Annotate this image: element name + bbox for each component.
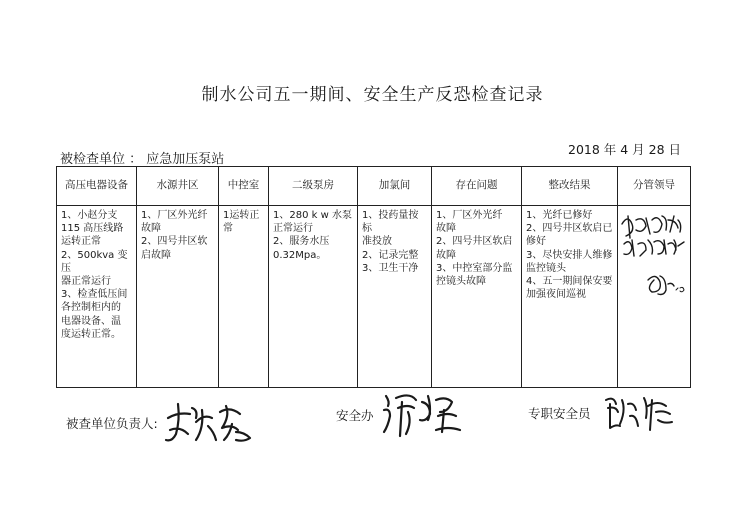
cell-line: 115 高压线路 — [61, 223, 124, 235]
cell-line: 故障 — [141, 223, 161, 235]
cell-line: 故障 — [436, 223, 456, 235]
cell-rectification — [522, 206, 618, 388]
cell-line: 准投放 — [362, 236, 392, 248]
cell-line: 3、尽快安排人维修 — [526, 249, 613, 261]
cell-line: 3、中控室部分监 — [436, 262, 513, 274]
document-title: 制水公司五一期间、安全生产反恐检查记录 — [201, 85, 544, 105]
inspection-table — [56, 166, 691, 388]
cell-line: 0.32Mpa。 — [273, 249, 327, 261]
cell-line: 1、280 k w 水泵 — [273, 210, 352, 221]
safety-office-label: 安全办 — [336, 408, 374, 423]
cell-line: 2、四号井区软启 — [436, 236, 513, 248]
header-control-room: 中控室 — [219, 167, 269, 206]
header-chlorination: 加氯间 — [358, 167, 432, 206]
cell-line: 1运转正常 — [223, 210, 260, 235]
cell-line: 运转正常 — [61, 236, 101, 248]
cell-line: 监控镜头 — [526, 262, 566, 274]
cell-hv-equipment — [57, 206, 137, 388]
cell-control-room — [219, 206, 269, 388]
cell-line: 1、厂区外光纤 — [141, 210, 208, 221]
cell-line: 4、五一期间保安要 — [526, 276, 613, 288]
header-water-source: 水源井区 — [137, 167, 219, 206]
cell-line: 启故障 — [141, 249, 171, 261]
cell-line: 修好 — [526, 236, 546, 248]
cell-pump-room — [269, 206, 358, 388]
safety-officer-signature — [600, 390, 680, 436]
cell-water-source — [137, 206, 219, 388]
cell-line: 1、小赵分支 — [61, 210, 118, 221]
cell-line: 3、检查低压间 — [61, 289, 128, 301]
safety-officer-label: 专职安全员 — [528, 406, 591, 421]
unit-responsible-signature — [162, 396, 272, 448]
cell-line: 1、光纤已修好 — [526, 210, 593, 221]
cell-line: 度运转正常。 — [61, 328, 121, 340]
cell-line: 器正常运行 — [61, 276, 111, 288]
cell-line: 2、500kva 变压 — [61, 249, 128, 274]
cell-line: 正常运行 — [273, 223, 313, 235]
cell-line: 2、服务水压 — [273, 236, 330, 248]
cell-issues — [432, 206, 522, 388]
safety-office-signature — [378, 386, 478, 442]
leader-handwritten-signature — [618, 210, 688, 330]
unit-responsible-label: 被查单位负责人: — [66, 416, 158, 431]
cell-chlorination — [358, 206, 432, 388]
cell-line: 故障 — [436, 249, 456, 261]
cell-line: 3、卫生干净 — [362, 262, 419, 274]
cell-line: 控镜头故障 — [436, 276, 486, 288]
cell-line: 加强夜间巡视 — [526, 289, 586, 301]
cell-line: 1、厂区外光纤 — [436, 210, 503, 221]
header-pump-room: 二级泵房 — [269, 167, 358, 206]
cell-line: 1、投药量按标 — [362, 210, 419, 235]
header-leader: 分管领导 — [618, 167, 691, 206]
cell-leader-signature — [618, 206, 691, 388]
header-issues: 存在问题 — [432, 167, 522, 206]
cell-line: 2、四号井区软 — [141, 236, 208, 248]
inspection-date: 2018 年 4 月 28 日 — [568, 142, 682, 157]
cell-line: 各控制柜内的 — [61, 302, 121, 314]
cell-line: 2、四号井区软启已 — [526, 223, 613, 235]
header-rectification: 整改结果 — [522, 167, 618, 206]
inspected-unit: 被检查单位 ： 应急加压泵站 — [60, 152, 225, 167]
cell-line: 电器设备、温 — [61, 315, 121, 327]
cell-line: 2、记录完整 — [362, 249, 419, 261]
header-hv-equipment: 高压电器设备 — [57, 167, 137, 206]
